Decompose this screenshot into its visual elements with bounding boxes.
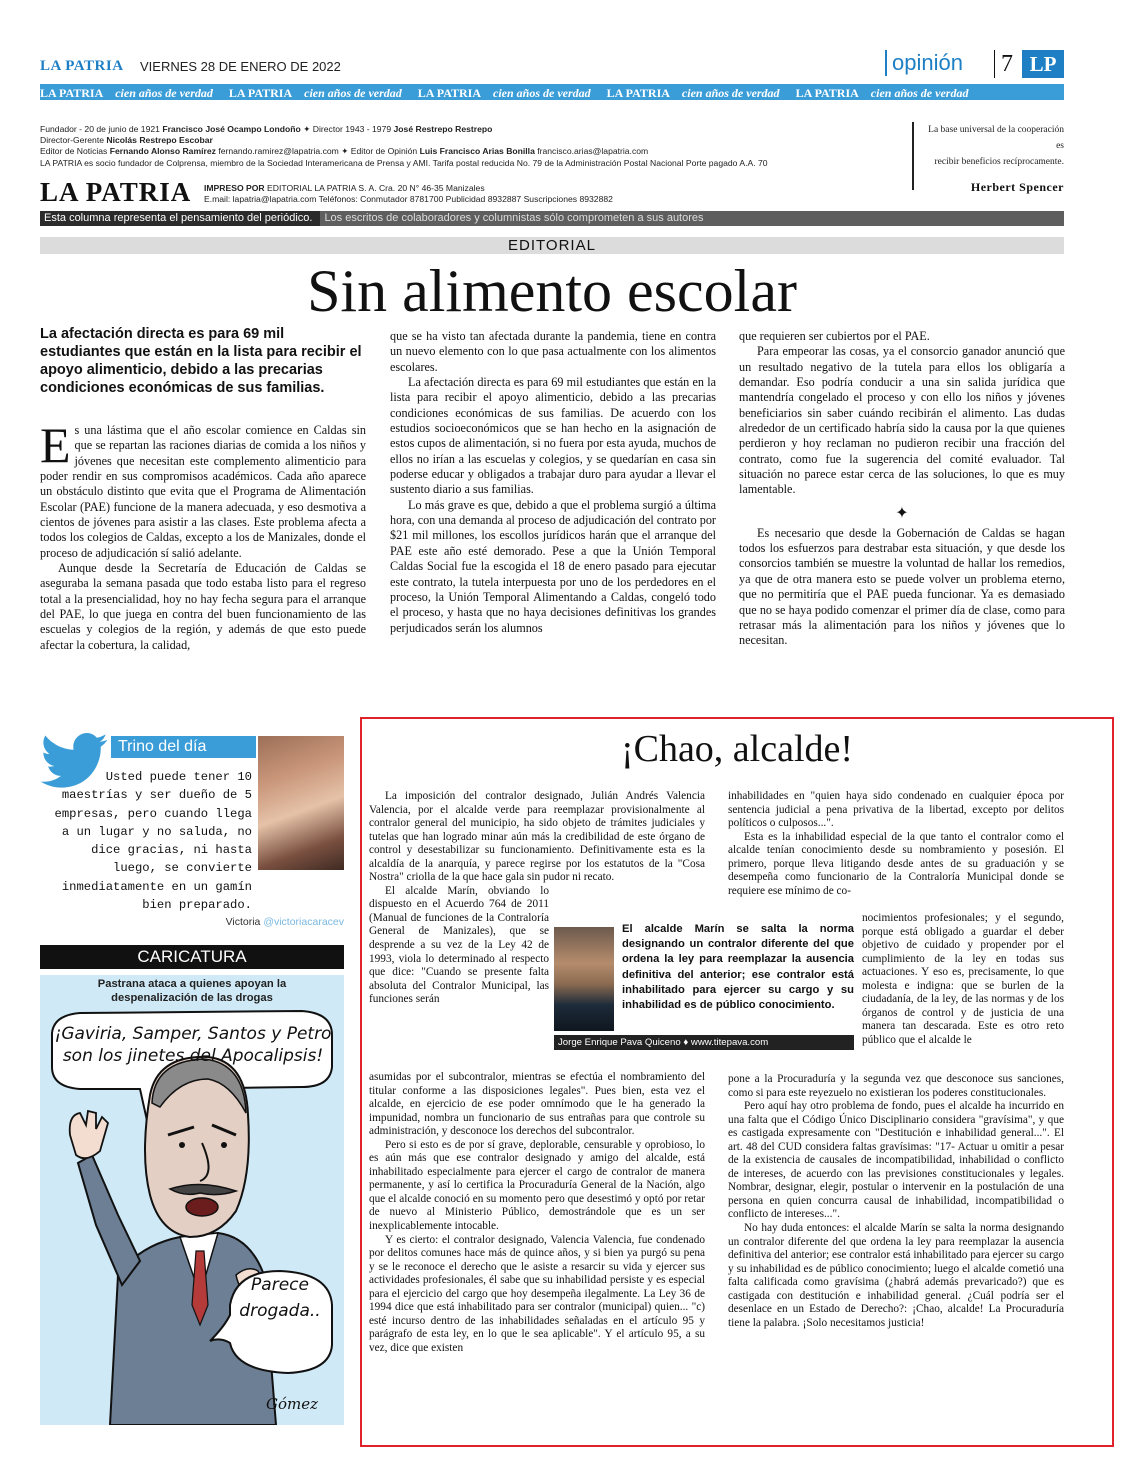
credits-line: Editor de Noticias Fernando Alonso Ramírez fernando.ramirez@lapatria.com ✦ Editor de Opinión Luis Francisco Arias Bonilla francisco.arias@lapatria.com xyxy=(40,146,649,157)
credit-text: Editor de Opinión xyxy=(350,146,418,157)
paragraph: que se ha visto tan afectada durante la pandemia, tiene en contra un nuevo elemento con lo que pasa actualmente con los alimentos escolares. xyxy=(390,329,716,374)
disclaimer-bar xyxy=(40,211,1064,226)
drop-cap: E xyxy=(40,417,71,473)
paragraph-text: s una lástima que el año escolar comience en Caldas sin que se repartan las raciones diarias de comida a los niños y jóvenes que necesitan este complemento alimenticio para poder rendir en sus compromisos académicos. Cada año aparece un obstáculo distinto que evita que el Programa de Alimentación Escolar (PAE) funcione de la manera adecuada, y eso desmotiva a cientos de jóvenes para asistir a las clases. Este problema afecta a todos los colegios de Caldas, excepto a los de Manizales, donde el proceso de adjudicación sí salió adelante. xyxy=(40,423,366,560)
paragraph: Pero si esto es de por sí grave, deplorable, censurable y oprobioso, lo es aún más que ese contralor designado y amigo del alcalde, está inhabilitado especialmente para ejercer el cargo de contralor de manera permanente, y así lo certifica la Procuraduría General de la Nación, algo que el alcalde conoció en su momento pero que desestimó y optó por retar de nuevo al Ministerio Público, demostrándole que es un ser inexplicablemente intocable. xyxy=(369,1138,705,1233)
disclaimer-left: Esta columna representa el pensamiento del periódico. xyxy=(40,211,320,226)
credit-text: Director 1943 - 1979 xyxy=(312,124,392,134)
news-editor-email[interactable]: fernando.ramirez@lapatria.com xyxy=(218,146,339,157)
column-text-col2-bottom xyxy=(728,1073,1064,1330)
ribbon-logo: LA PATRIA xyxy=(795,86,859,100)
ribbon-tagline: cien años de verdad xyxy=(870,86,969,100)
paragraph: que requieren ser cubiertos por el PAE. xyxy=(739,329,930,343)
tweet-author-handle[interactable]: @victoriacaracev xyxy=(263,916,344,928)
paragraph: Esta es la inhabilidad especial de la que tanto el contralor como el alcalde tenían conocimiento desde su nombramiento y posesión. El primero, porque lleva litigando desde antes de su graduación y se desempeña como funcionario de la Contraloría Municipal donde se requiere ese mínimo de co- xyxy=(728,830,1064,897)
ribbon-logo: LA PATRIA xyxy=(606,86,670,100)
news-editor-name: Fernando Alonso Ramírez xyxy=(109,146,216,157)
staff-credits xyxy=(40,124,870,169)
tweet-title: Trino del día xyxy=(111,736,256,758)
author-credit[interactable]: Jorge Enrique Pava Quiceno ♦ www.titepava.com xyxy=(554,1035,854,1050)
ribbon-tagline: cien años de verdad xyxy=(493,86,591,100)
disclaimer-right: Los escritos de colaboradores y columnistas sólo comprometen a sus autores xyxy=(324,212,704,224)
credit-text: Fundador - 20 de junio de 1921 xyxy=(40,124,160,134)
imprint-address: EDITORIAL LA PATRIA S. A. Cra. 20 N° 46-35 Manizales xyxy=(267,183,485,193)
paragraph: Pero aquí hay otro problema de fondo, pues el alcalde ha incurrido en una falta que el Código Único Disciplinario considera "gravísima", y que es castigada expresamente con "Destitución e inhabilidad general...". El art. 48 del CUD considera faltas gravísimas: "17- Actuar u omitir a pesar de la existencia de causales de incompatibilidad, inhabilidad o conflicto de intereses, de acuerdo con las previsiones constitucionales y legales. Nombrar, designar, elegir, postular o intervenir en la postulación de una persona en quien concurra causal de inhabilidad, incompatibilidad o conflicto de intereses...". xyxy=(728,1100,1064,1221)
caricature-caption: Pastrana ataca a quienes apoyan la despenalización de las drogas xyxy=(97,978,287,1004)
section-label: opinión xyxy=(885,50,963,76)
tweet-author-photo xyxy=(258,736,344,870)
quote-line: La base universal de la cooperación es xyxy=(928,125,1064,151)
editorial-headline: Sin alimento escolar xyxy=(307,258,797,324)
founder-name: Francisco José Ocampo Londoño xyxy=(162,124,301,134)
paragraph: Y es cierto: el contralor designado, Valencia Valencia, fue condenado por delitos comunes hace más de quince años, y si bien ya purgó su pena y se le reconoce el derecho que le asiste a resarcir su vida y ejercer sus actividades profesionales, él sabe que su inhabilidad persiste y es especial para el ejercicio del cargo que hoy desempeña ilegalmente. La Ley 36 de 1994 dice que está inhabilitado para ser contralor (municipal) quien... "c) esté incurso dentro de las inhabilidades señaladas en el artículo 95 y parágrafo de esta ley, en lo que le sea aplicable". Y el artículo 95, a su vez, dice que existen xyxy=(369,1233,705,1354)
quote-block xyxy=(912,122,1064,194)
brand-mark: LP xyxy=(1022,50,1064,78)
paragraph xyxy=(40,417,366,561)
tagline-ribbon xyxy=(40,84,1064,100)
author-photo xyxy=(554,927,614,1031)
paragraph: Para empeorar las cosas, ya el consorcio ganador anunció que un resultado negativo de la tutela para ellos los obligaría a demandar. Eso podría conducir a una sin salida jurídica que mantendría congelado el proceso y con ello los niños y jóvenes beneficiarios sin saber cuándo recibirán el alimento. Las dudas alrededor de un certificado habría sido la causa por la que quienes perdieron y hoy reclaman no pudieron recibir una fracción del contrato, como fue la sugerencia del comité evaluador. Tal situación no parece estar cerca de las soluciones, lo que es muy lamentable. xyxy=(739,344,1065,497)
credits-line xyxy=(40,135,870,146)
credit-text: Director-Gerente xyxy=(40,135,104,146)
ribbon-logo: LA PATRIA xyxy=(417,86,482,100)
imprint-contacts: E.mail: lapatria@lapatria.com Teléfonos: Conmutador 8781700 Publicidad 8932887 Suscripciones 8932882 xyxy=(204,194,613,204)
masthead-logo: LA PATRIA xyxy=(40,58,124,74)
credit-text: Editor de Noticias xyxy=(40,146,108,157)
column-text-col2-top xyxy=(728,790,1064,898)
editorial-label: EDITORIAL xyxy=(40,237,1064,254)
paragraph: Es necesario que desde la Gobernación de Caldas se hagan todos los esfuerzos para destrabar esta situación, y que desde los consorcios también se muestre la voluntad de hallar los remedios, ya que de otra manera esto se puede volver un problema eterno, que no permitiría que el PAE pueda funcionar. Ya es demasiado que no se haya podido comenzar el primer día de clase, como para retrasar más la alimentación para los niños y jóvenes que lo necesitan. xyxy=(739,525,1065,648)
director-name: José Restrepo Restrepo xyxy=(393,124,493,134)
editorial-column-2 xyxy=(390,329,716,636)
imprint-label: IMPRESO POR xyxy=(204,183,265,193)
paragraph: asumidas por el subcontralor, mientras se efectúa el nombramiento del titular conforme a las disposiciones legales". Pues bien, esta vez el alcalde, en ejercicio de ese poder omnímodo que le ha generado la impunidad, nombra un funcionario de sus entrañas para que controle su administración, y desconoce los derechos del subcontralor. xyxy=(369,1071,705,1138)
paragraph: No hay duda entonces: el alcalde Marín se salta la norma designando un contralor diferente del que ordena la ley para reemplazar la ausencia definitiva del anterior; ese contralor está inhabilitado para ejercer su cargo y su inhabilidad es de público conocimiento; luego el alcalde cometió una falta calificada como gravísima (¿habrá además prevaricado?) que es castigada con destitución e inhabilidad general. ¿Cuál podría ser el desenlace en un Estado de Derecho?: ¡Chao, alcalde! La Procuraduría tiene la palabra. ¡Solo necesitamos justicia! xyxy=(728,1222,1064,1329)
paragraph: El alcalde Marín, obviando lo dispuesto en el Acuerdo 764 de 2011 (Manual de funciones de la Contraloría General de Manizales), que se desprende a su vez de la Ley 42 de 1993, viola lo determinado al respecto que dice: "Cuando se presente falta absoluta del Contralor Municipal, las funciones serán xyxy=(369,884,549,1006)
caricature-bubble-text: ¡Gaviria, Samper, Santos y Petro son los jinetes del Apocalipsis! xyxy=(54,1024,332,1066)
opinion-editor-name: Luis Francisco Arias Bonilla xyxy=(419,146,535,157)
ribbon-tagline: cien años de verdad xyxy=(304,86,402,100)
paragraph: Lo más grave es que, debido a que el problema surgió a última hora, con una demanda al proceso de adjudicación del contrato por $21 mil millones, los escollos jurídicos harán que el arranque del PAE este año esté demorado. Pese a que la Unión Temporal Caldas Social fue la escogida el 18 de enero pasado para ejecutar este contrato, la tutela interpuesta por uno de los perdedores en el proceso, la Unión Temporal Alimentando a Caldas, congeló todo el proceso, y hasta que no haya decisiones definitivas los grandes perjudicados serán los alumnos xyxy=(390,497,716,635)
tweet-author xyxy=(120,916,344,928)
ribbon-logo: LA PATRIA xyxy=(228,86,293,100)
quote-line: recibir beneficios recíprocamente. xyxy=(934,157,1064,167)
paragraph: nocimientos profesionales; y el segundo, porque está obligado a guardar el deber objetivo de cuidado y propender por el cumplimiento de la ley en todas sus actuaciones. Y eso es, precisamente, lo que molesta e indigna: que se burlen de la ciudadanía, de la ley, de las normas y de los órganos de control y de justicia de una manera tan descarada. Este es otro reto público que el alcalde le xyxy=(862,912,1064,1046)
imprint-info xyxy=(204,183,704,205)
separator-star-icon: ✦ xyxy=(895,504,909,522)
editorial-deck: La afectación directa es para 69 mil estudiantes que están en la lista para recibir el apoyo alimenticio, debido a las precarias condiciones económicas de sus familias. xyxy=(40,326,362,396)
column-headline: ¡Chao, alcalde! xyxy=(620,728,854,770)
paragraph: Aunque desde la Secretaría de Educación de Caldas se aseguraba la semana pasada que todo estaba listo para el regreso total a la presencialidad, hoy no hay fecha segura para el arranque del PAE, lo que juega en contra del buen funcionamiento de las escuelas y colegios de la región, y además de que esto puede afectar la cobertura, la calidad, xyxy=(40,561,366,652)
paragraph: inhabilidades en "quien haya sido condenado en cualquier época por sentencia judicial a pena privativa de la libertad, excepto por delitos políticos o culposos...". xyxy=(728,790,1064,830)
tweet-text: Usted puede tener 10 maestrías y ser dueño de 5 empresas, pero cuando llega a un lugar y no saluda, no dice gracias, ni hasta luego, se convierte inmediatamente en un gamín bien preparado. xyxy=(54,770,252,913)
ribbon-tagline: cien años de verdad xyxy=(115,86,213,100)
paragraph: La imposición del contralor designado, Julián Andrés Valencia Valencia, por el alcalde verde para reemplazar provisionalmente al contralor general del municipio, ha sido objeto de trámites judiciales y tutelas que han logrado minar aún más la credibilidad de este órgano de control y desestabilizar su funcionamiento. Definitivamente esta es la alcaldía de la anarquía, y parece regirse por los estatutos de la "Cosa Nostra" criolla de la que hace gala sin pudor ni recato. xyxy=(369,790,705,884)
credits-line: LA PATRIA es socio fundador de Colprensa, miembro de la Sociedad Interamericana de Prensa y AMI. Tarifa postal reducida No. 79 de la Administración Postal Nacional Porte pagado A.A. 70 xyxy=(40,157,768,168)
editorial-column-1 xyxy=(40,417,366,653)
ribbon-logo: LA PATRIA xyxy=(40,86,104,100)
column-text-col2-mid xyxy=(862,912,1064,1047)
pull-quote: El alcalde Marín se salta la norma designando un contralor diferente del que ordena la ley para reemplazar la ausencia definitiva del anterior; ese contralor está inhabilitado para ejercer su cargo y su inhabilidad es de público conocimiento. xyxy=(622,923,854,1012)
column-text-col1-bottom xyxy=(369,1071,705,1355)
paragraph: pone a la Procuraduría y la segunda vez que desconoce sus sanciones, como si para este reyezuelo no existieran los poderes constitucionales. xyxy=(728,1073,1064,1099)
credits-line: Fundador - 20 de junio de 1921 Francisco José Ocampo Londoño ✦ Director 1943 - 1979 José Restrepo Restrepo xyxy=(40,124,493,134)
caricature-signature: Gómez xyxy=(266,1395,319,1413)
quote-author: Herbert Spencer xyxy=(970,180,1064,194)
tweet-author-name: Victoria xyxy=(225,916,261,928)
issue-date: VIERNES 28 DE ENERO DE 2022 xyxy=(140,59,341,74)
paragraph: La afectación directa es para 69 mil estudiantes que están en la lista para recibir el apoyo alimenticio, debido a las precarias condiciones económicas de sus familias. De acuerdo con los estudios socioeconómicos que se han hecho en la asignación de estos cupos de alimentación, si no fuera por esta ayuda, muchos de ellos no irían a las escuelas y colegios, y se quedarían en casa sin poderse educar y obligados a trabajar duro para ayudar a llevar el sustento diario a sus familias. xyxy=(390,375,716,497)
editorial-column-3 xyxy=(739,329,1065,649)
caricature-reply-text: Parece drogada.. xyxy=(239,1275,321,1321)
director-gerente-name: Nicolás Restrepo Escobar xyxy=(106,135,213,146)
opinion-editor-email[interactable]: francisco.arias@lapatria.com xyxy=(537,146,649,157)
ribbon-tagline: cien años de verdad xyxy=(681,86,780,100)
caricature-title: CARICATURA xyxy=(40,945,344,969)
paper-logo: LA PATRIA xyxy=(40,177,192,207)
page-number: 7 xyxy=(994,50,1013,78)
